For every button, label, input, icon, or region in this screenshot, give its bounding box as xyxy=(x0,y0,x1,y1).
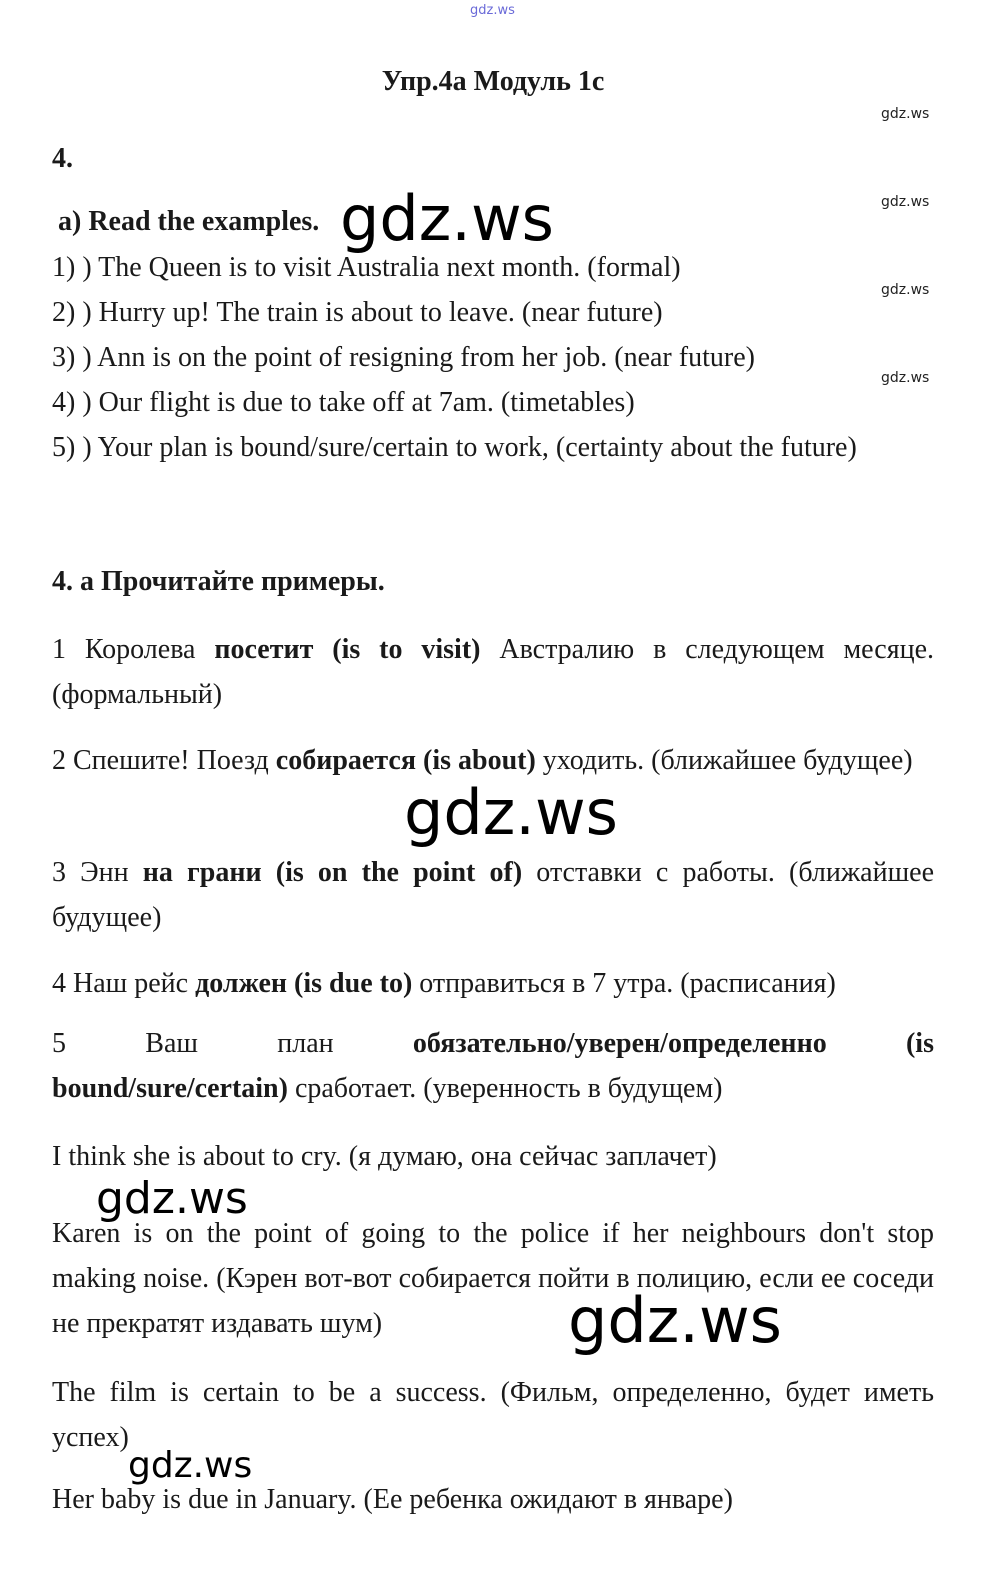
usage-example: Karen is on the point of going to the police if her neighbours don't stop making noise. (Кэрен вот-вот собирается пойти в полицию, если ее соседи не прекратят издавать шум) xyxy=(52,1218,934,1339)
translation-item: 4 Наш рейс должен (is due to) отправиться в 7 утра. (расписания) xyxy=(52,968,836,999)
watermark-small: gdz.ws xyxy=(881,370,930,386)
exercise-number: 4. xyxy=(52,143,73,174)
translation-heading: 4. а Прочитайте примеры. xyxy=(52,566,385,597)
watermark-large: gdz.ws xyxy=(128,1445,253,1486)
watermark-small: gdz.ws xyxy=(881,106,930,122)
usage-example: Her baby is due in January. (Ее ребенка ожидают в январе) xyxy=(52,1484,733,1515)
part-a-heading: a) Read the examples. xyxy=(58,206,320,237)
page-title: Упр.4а Модуль 1с xyxy=(381,66,605,97)
translation-item: 3 Энн на грани (is on the point of) отставки с работы. (ближайшее будущее) xyxy=(52,857,934,933)
watermark-large: gdz.ws xyxy=(404,776,618,849)
translation-item: 1 Королева посетит (is to visit) Австралию в следующем месяце. (формальный) xyxy=(52,634,935,710)
example-item: 3) ) Ann is on the point of resigning from her job. (near future) xyxy=(52,342,755,373)
watermark-large: gdz.ws xyxy=(568,1284,782,1357)
example-item: 5) ) Your plan is bound/sure/certain to work, (certainty about the future) xyxy=(52,432,857,463)
watermark-large: gdz.ws xyxy=(96,1173,248,1224)
example-item: 4) ) Our flight is due to take off at 7am. (timetables) xyxy=(52,387,635,418)
usage-example: The film is certain to be a success. (Фильм, определенно, будет иметь успех) xyxy=(52,1377,934,1453)
translation-item: 2 Спешите! Поезд собирается (is about) уходить. (ближайшее будущее) xyxy=(52,745,913,776)
usage-example: I think she is about to cry. (я думаю, она сейчас заплачет) xyxy=(52,1141,717,1172)
translation-item-5-line1: 5 Ваш план обязательно/уверен/определенно (is xyxy=(52,1028,934,1059)
example-item: 2) ) Hurry up! The train is about to leave. (near future) xyxy=(52,297,663,328)
watermark-small: gdz.ws xyxy=(881,282,930,298)
watermark-top: gdz.ws xyxy=(470,3,515,18)
watermark-large: gdz.ws xyxy=(340,182,554,255)
example-item: 1) ) The Queen is to visit Australia next month. (formal) xyxy=(52,252,681,283)
watermark-small: gdz.ws xyxy=(881,194,930,210)
translation-item-5-line2: bound/sure/certain) сработает. (уверенность в будущем) xyxy=(52,1073,723,1104)
